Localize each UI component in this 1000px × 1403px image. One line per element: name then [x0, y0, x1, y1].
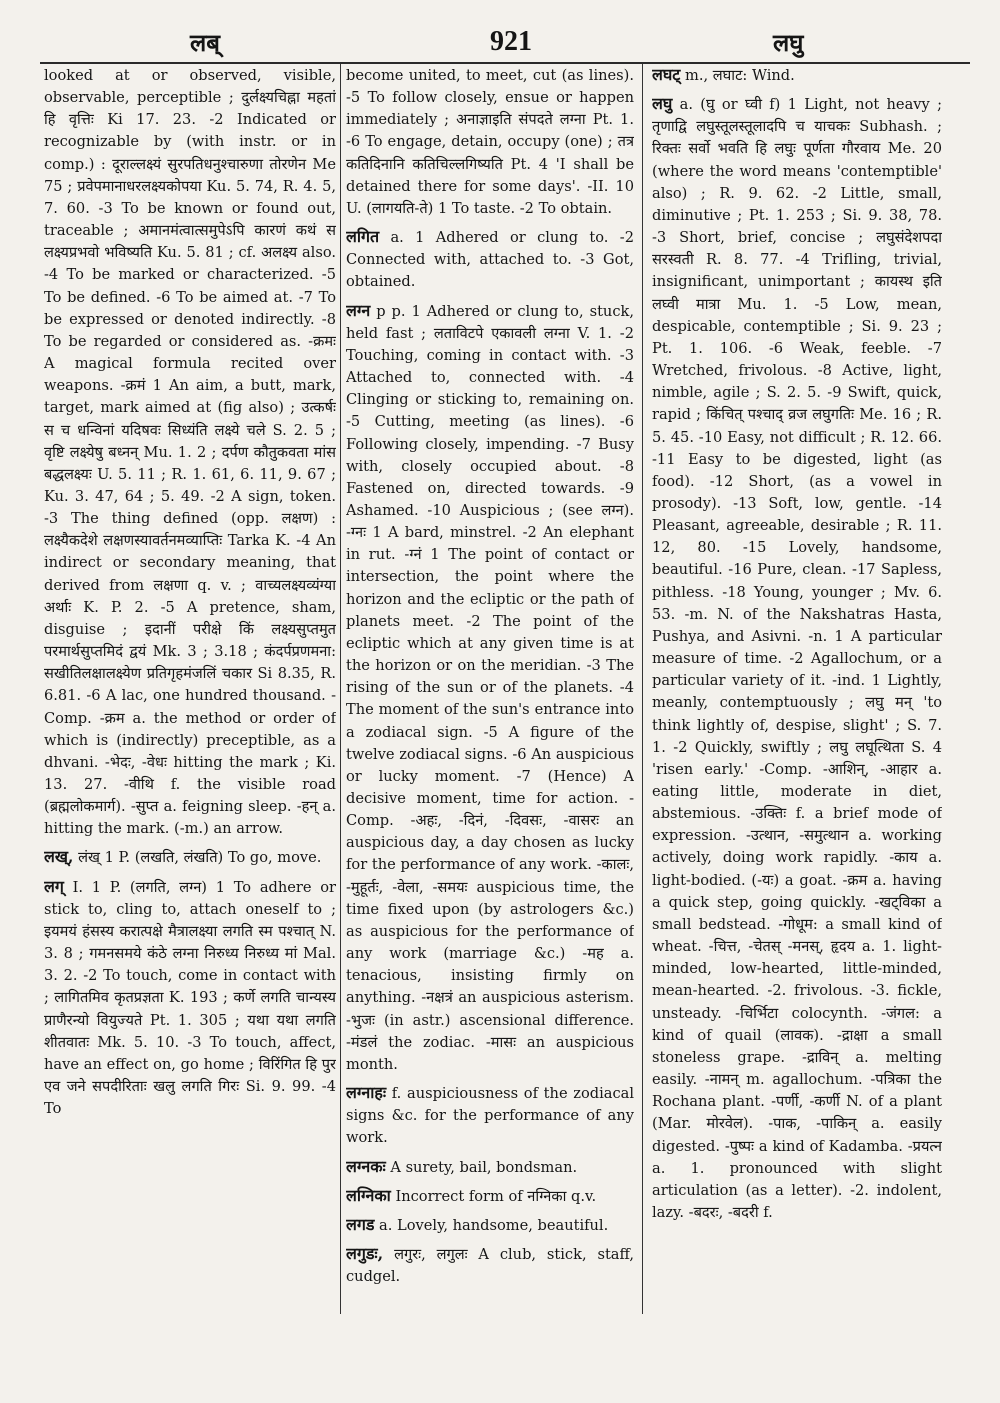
entry-text: I. 1 P. (लगति, लग्न) 1 To adhere or stick to, cling to, attach oneself to ; इयमयं हंसस्य करात्पक्षे मैत्रालक्ष्या लगति स्म पश्चात् N. 3. 8 ; गमनसमये कंठे लग्ना निरुध्य निरुध्य मां Mal. 3. 2. -2 To touch, come in contact with ; लागितमिव कृतप्रज्ञता K. 193 ; कर्णे लगति चान्यस्य प्राणैरन्यो वियुज्यते Pt. 1. 305 ; यथा यथा लगति शीतवातः Mk. 5. 10. -3 To touch, affect, have an effect on, go home ; विरिंगित हि पुर एव जने सपदीरिताः खलु लगति गिरः Si. 9. 99. -4 To [44, 878, 336, 1118]
column-3 [652, 64, 942, 1386]
entry-text: a. (घु or घ्वी f) 1 Light, not heavy ; तृणाद्वि लघुस्तूलस्तूलादपि च याचकः Subhash. ; रिक्तः सर्वो भवति हि लघुः पूर्णता गौरवाय Me. 20 (where the word means 'contemptible' also) ; R. 9. 62. -2 Little, small, diminutive ; Pt. 1. 253 ; Si. 9. 38, 78. -3 Short, brief, concise ; लघुसंदेशपदा सरस्वती R. 8. 77. -4 Trifling, trivial, insignificant, unimportant ; कायस्थ इति लघ्वी मात्रा Mu. 1. -5 Low, mean, despicable, contemptible ; Si. 9. 23 ; Pt. 1. 106. -6 Weak, feeble. -7 Wretched, frivolous. -8 Active, light, nimble, agile ; S. 2. 5. -9 Swift, quick, rapid ; किंचित् पश्चाद् व्रज लघुगतिः Me. 16 ; R. 5. 45. -10 Easy, not difficult ; R. 12. 66. -11 Easy to be digested, light (as food). -12 Short, (as a vowel in prosody). -13 Soft, low, gentle. -14 Pleasant, agreeable, desirable ; R. 11. 12, 80. -15 Lovely, handsome, beautiful. -16 Pure, clean. -17 Sapless, pithless. -18 Young, younger ; Mv. 6. 53. -m. N. of the Nakshatras Hasta, Pushya, and Asivni. -n. 1 A particular measure of time. -2 Agallochum, or a particular variety of it. -ind. 1 Lightly, meanly, contemptuously ; लघु मन् 'to think lightly of, despise, slight' ; S. 7. 1. -2 Quickly, swiftly ; लघु लघूत्थिता S. 4 'risen early.' -Comp. -आशिन्, -आहार a. eating little, moderate in diet, abstemious. -उक्तिः f. a brief mode of expression. -उत्थान, -समुत्थान a. working actively, doing work rapidly. -काय a. light-bodied. (-यः) a goat. -क्रम a. having a quick step, going quickly. -खट्विका a small bedstead. -गोधूम: a small kind of wheat. -चित्त, -चेतस् -मनस्, हृदय a. 1. light-minded, low-hearted, little-minded, mean-hearted. -2. frivolous. -3. fickle, unsteady. -चिर्भिटा colocynth. -जंगल: a kind of quail (लावक). -द्राक्षा a small stoneless grape. -द्राविन् a. melting easily. -नामन् m. agallochum. -पत्रिका the Rochana plant. -पर्णी, -कर्णी N. of a plant (Mar. मोरवेल). -पाक, -पाकिन् a. easily digested. -पुष्पः a kind of Kadamba. -प्रयत्न a. 1. pronounced with slight articulation (as a letter). -2. indolent, lazy. -बदरः, -बदरी f. [652, 96, 942, 1221]
entry-text: f. auspiciousness of the zodiacal signs &c. for the performance of any work. [346, 1085, 634, 1147]
dictionary-entry [346, 64, 634, 220]
entry-headword: लग्नकः [346, 1156, 386, 1176]
left-guide-word: लब् [190, 28, 220, 57]
entry-text: A surety, bail, bondsman. [385, 1158, 578, 1176]
entry-text: looked at or observed, visible, observable, perceptible ; दुर्लक्ष्यचिह्ना महतां हि वृत्तिः Ki 17. 23. -2 Indicated or recognizable by (with instr. or in comp.) : दूराल्लक्ष्यं सुरपतिधनुश्चारुणा तोरणेन Me 75 ; प्रवेपमानाधरलक्ष्यकोपया Ku. 5. 74, R. 4. 5, 7. 60. -3 To be known or found out, traceable ; अमानमंत्वात्समुपेऽपि कारणं कथं स लक्ष्यप्रभवो भविष्यति Ku. 5. 81 ; cf. अलक्ष्य also. -4 To be marked or characterized. -5 To be defined. -6 To be aimed at. -7 To be expressed or denoted indirectly. -8 To be regarded or considered as. -क्रमः A magical formula recited over weapons. -क्रमं 1 An aim, a butt, mark, target, mark aimed at (fig also) ; उत्कर्षः स च धन्विनां यदिषवः सिध्यंति लक्ष्ये चले S. 2. 5 ; वृष्टि लक्ष्येषु बध्नन् Mu. 1. 2 ; दर्पण कौतुकवता मांस बद्धलक्ष्यः U. 5. 11 ; R. 1. 61, 6. 11, 9. 67 ; Ku. 3. 47, 64 ; 5. 49. -2 A sign, token. -3 The thing defined (opp. लक्षण) : लक्ष्यैकदेशे लक्षणस्यावर्तनमव्याप्तिः Tarka K. -4 An indirect or secondary meaning, that derived from लक्षणा q. v. ; वाच्यलक्ष्यव्यंग्या अर्थाः K. P. 2. -5 A pretence, sham, disguise ; इदानीं परीक्षे किं लक्ष्यसुप्तमुत परमार्थसुप्तमिदं द्वयं Mk. 3 ; 3.18 ; कंदर्पप्रणमना: सखीतिलक्षालक्ष्येण प्रतिगृहमंजलिं चकार Si 8.35, R. 6.81. -6 A lac, one hundred thousand. -Comp. -क्रम a. the method or order of which is (indirectly) preceptible, as a dhvani. -भेदः, -वेधः hitting the mark ; Ki. 13. 27. -वीथि f. the visible road (ब्रह्मलोकमार्ग). -सुप्त a. feigning sleep. -हन् a. hitting the mark. (-m.) an arrow. [44, 67, 336, 838]
dictionary-entry [346, 1214, 634, 1237]
dictionary-entry [652, 93, 942, 1224]
column-divider [642, 64, 643, 1314]
dictionary-entry [44, 876, 336, 1121]
page-header [40, 26, 970, 64]
page-number: 921 [490, 26, 532, 57]
dictionary-entry [652, 64, 942, 87]
entry-headword: लघु [652, 94, 673, 114]
entry-headword: लघट् [652, 65, 681, 84]
column-1 [44, 64, 336, 1386]
column-2 [346, 64, 634, 1386]
entry-headword: लगड [346, 1214, 375, 1234]
entry-text: become united, to meet, cut (as lines). -5 To follow closely, ensue or happen immediately ; अनाज्ञाइति संपदते लग्ना Pt. 1. -6 To engage, detain, occupy (one) ; तत्र कतिदिनानि कतिचिल्लगिष्यति Pt. 4 'I shall be detained there for some days'. -II. 10 U. (लागयति-ते) 1 To taste. -2 To obtain. [346, 67, 634, 217]
column-divider [340, 64, 341, 1314]
entry-headword: लग्नाहः [346, 1083, 387, 1103]
entry-headword: लग् [44, 876, 64, 896]
entry-text: p p. 1 Adhered or clung to, stuck, held fast ; लताविटपे एकावली लग्ना V. 1. -2 Touching, coming in contact with. -3 Attached to, connected with. -4 Clinging or sticking to, remaining on. -5 Cutting, meeting (as lines). -6 Following closely, impending. -7 Busy with, closely occupied about. -8 Fastened on, directed towards. -9 Ashamed. -10 Auspicious ; (see लग्न). -ग्नः 1 A bard, minstrel. -2 An elephant in rut. -ग्नं 1 The point of contact or intersection, the point where the horizon and the ecliptic or the path of planets meet. -2 The point of the ecliptic which at any given time is at the horizon or on the meridian. -3 The rising of the sun or of the planets. -4 The moment of the sun's entrance into a zodiacal sign. -5 A figure of the twelve zodiacal signs. -6 An auspicious or lucky moment. -7 (Hence) A decisive moment, time for action. -Comp. -अहः, -दिनं, -दिवसः, -वासरः an auspicious day, a day chosen as lucky for the performance of any work. -कालः, -मुहूर्तः, -वेला, -समयः auspicious time, the time fixed upon (by astrologers &c.) as auspicious for the performance of any work (marriage &c.) -मह a. tenacious, insisting firmly on anything. -नक्षत्रं an auspicious asterism. -भुजः (in astr.) ascensional difference. -मंडलं the zodiac. -मासः an auspicious month. [346, 302, 634, 1073]
dictionary-entry [346, 1156, 634, 1179]
entry-headword: लगुडः, [346, 1243, 384, 1263]
dictionary-entry [346, 300, 634, 1076]
entry-text: m., लघाट: Wind. [680, 67, 795, 84]
dictionary-entry [346, 226, 634, 293]
dictionary-entry [44, 846, 336, 869]
entry-headword: लग्न [346, 300, 371, 320]
entry-text: Incorrect form of नग्निका q.v. [390, 1187, 597, 1205]
dictionary-entry [346, 1082, 634, 1149]
dictionary-entry [44, 64, 336, 840]
dictionary-entry [346, 1243, 634, 1288]
entry-headword: लगित [346, 227, 380, 247]
entry-text: लगुरः, लगुलः A club, stick, staff, cudgel. [346, 1245, 634, 1286]
entry-text: a. 1 Adhered or clung to. -2 Connected with, attached to. -3 Got, obtained. [346, 229, 634, 291]
dictionary-entry [346, 1185, 634, 1208]
entry-text: a. Lovely, handsome, beautiful. [374, 1216, 609, 1234]
entry-text: लंख् 1 P. (लखति, लंखति) To go, move. [73, 849, 322, 867]
entry-headword: लग्निका [346, 1185, 391, 1205]
right-guide-word: लघु [773, 28, 804, 57]
entry-headword: लख्, [44, 847, 74, 867]
